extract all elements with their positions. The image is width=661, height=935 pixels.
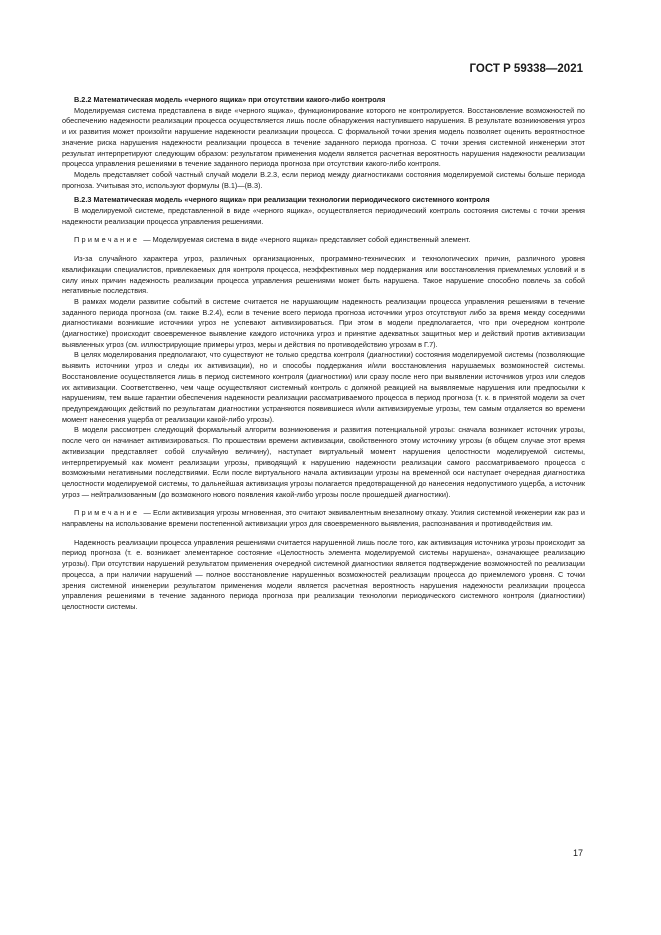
note-2 — [62, 508, 585, 529]
note-1 — [62, 235, 585, 246]
paragraph: Моделируемая система представлена в виде «черного ящика», функционирование которого не контролируется. Восстановление возможностей по обеспечению надежности реализации процесса осуществляется лишь после обнаружения наступившего нарушения. В результате возникновения угроз и их развития может произойти нарушение надежности реализации процесса. С формальной точки зрения модель позволяет оценить вероятностное значение риска нарушения надежности реализации процесса в течение заданного периода прогноза. С точки зрения системной инженерии этот результат интерпретируют следующим образом: результатом применения модели является расчетная вероятность нарушения надежности реализации процесса управления решениями в течение заданного периода прогноза при отсутствии какого-либо контроля. — [62, 105, 585, 169]
note-label: Примечание — [74, 508, 140, 518]
section-heading-b23: В.2.3 Математическая модель «черного ящика» при реализации технологии периодического системного контроля — [74, 195, 490, 205]
section-heading-b22: В.2.2 Математическая модель «черного ящика» при отсутствии какого-либо контроля — [74, 95, 386, 104]
paragraph: В целях моделирования предполагают, что существуют не только средства контроля (диагностики) состояния моделируемой системы (позволяющие выявить источники угроз и следы их активизации), но и способы поддержания и/или восстановления нарушаемых возможностей системы. Восстановление осуществляется лишь в период системного контроля (диагностики) или сразу после него при выявлении источников угроз или следов их активизации. Соответственно, чем чаще осуществляют системный контроль с должной реакцией на выявляемые нарушения или предпосылки к нарушениям, тем выше гарантии обеспечения надежности реализации рассматриваемого процесса в период прогноза (т. к. в принятой модели за счет предупреждающих действий по результатам диагностики устраняются появившиеся и/или активизируемые угрозы, тем самым отдаляется во времени момент нанесения ущерба от реализации какой-либо угрозы). — [62, 350, 585, 424]
paragraph: Надежность реализации процесса управления решениями считается нарушенной лишь после того, как активизация источника угрозы происходит за период прогноза (т. е. возникает элементарное состояние «Целостность элемента моделируемой системы нарушена», означающее реализацию угрозы). При отсутствии нарушений результатом применения очередной системной диагностики является подтверждение возможностей по реализации процесса, а при наличии нарушений — полное восстановление нарушенных возможностей реализации процесса до приемлемого уровня. С точки зрения системной инженерии результатом применения модели является расчетная вероятность нарушения надежности реализации процесса управления решениями в течение заданного периода прогноза при реализации технологии периодического системного контроля (диагностики) целостности системы. — [62, 537, 585, 611]
note-text: — Моделируемая система в виде «черного ящика» представляет собой единственный элемент. — [143, 235, 471, 245]
standard-designation: ГОСТ Р 59338—2021 — [469, 63, 583, 75]
paragraph: В рамках модели развитие событий в системе считается не нарушающим надежность реализации процесса управления решениями в течение заданного периода прогноза (см. также В.2.4), если в течение всего периода прогноза источники угроз отсутствуют либо за время между соседними диагностиками возникшие источники угроз не успевают активизироваться. При этом в модели предполагается, что при очередном контроле (диагностике) происходит своевременное выявление каждого источника угроз и принятие адекватных защитных мер и действий против активизации выявленных угроз (см. иллюстрирующие примеры угроз, меры и действия по противодействию угрозам в Г.7). — [62, 296, 585, 349]
note-label: Примечание — [74, 235, 140, 245]
document-body — [62, 95, 585, 613]
paragraph: В моделируемой системе, представленной в виде «черного ящика», осуществляется периодический контроль состояния системы с точки зрения надежности реализации процесса управления решениями. — [62, 206, 585, 226]
paragraph: Модель представляет собой частный случай модели В.2.3, если период между диагностиками состояния моделируемой системы больше периода прогноза. Учитывая это, используют формулы (В.1)—(В.3). — [62, 169, 585, 190]
paragraph: Из-за случайного характера угроз, различных организационных, программно-технических и технологических причин, различного уровня квалификации специалистов, привлекаемых для контроля процесса, неэффективных мер поддержания или восстановления приемлемых условий и в силу иных причин надежность реализации процесса управления решениями может быть нарушена. Такое нарушение способно повлечь за собой негативные последствия. — [62, 254, 585, 296]
page-number: 17 — [572, 848, 583, 858]
paragraph: В модели рассмотрен следующий формальный алгоритм возникновения и развития потенциальной угрозы: сначала возникает источник угрозы, после чего он начинает активизироваться. По прошествии времени активизации, свойственного этому источнику угрозы (в общем случае этот время активизации представляет собой случайную величину), наступает виртуальный момент нарушения целостности моделируемой системы, интерпретируемый как момент реализации угрозы, приводящий к нарушению надежности реализации самого рассматриваемого процесса с возможными негативными последствиями. Если после виртуального начала активизации угрозы на временной оси наступает очередная диагностика целостности моделируемой системы, то дальнейшая активизация угрозы полагается предотвращенной до нанесения недопустимого ущерба, а источник угроз — нейтрализованным (до возможного нового появления какой-либо угрозы после прошедшей диагностики). — [62, 425, 585, 499]
note-text: — Если активизация угрозы мгновенная, это считают эквивалентным внезапному отказу. Усилия системной инженерии как раз и направлены на использование времени постепенной активизации угроз для своевременного выявления, распознавания и противодействия им. — [62, 508, 586, 529]
